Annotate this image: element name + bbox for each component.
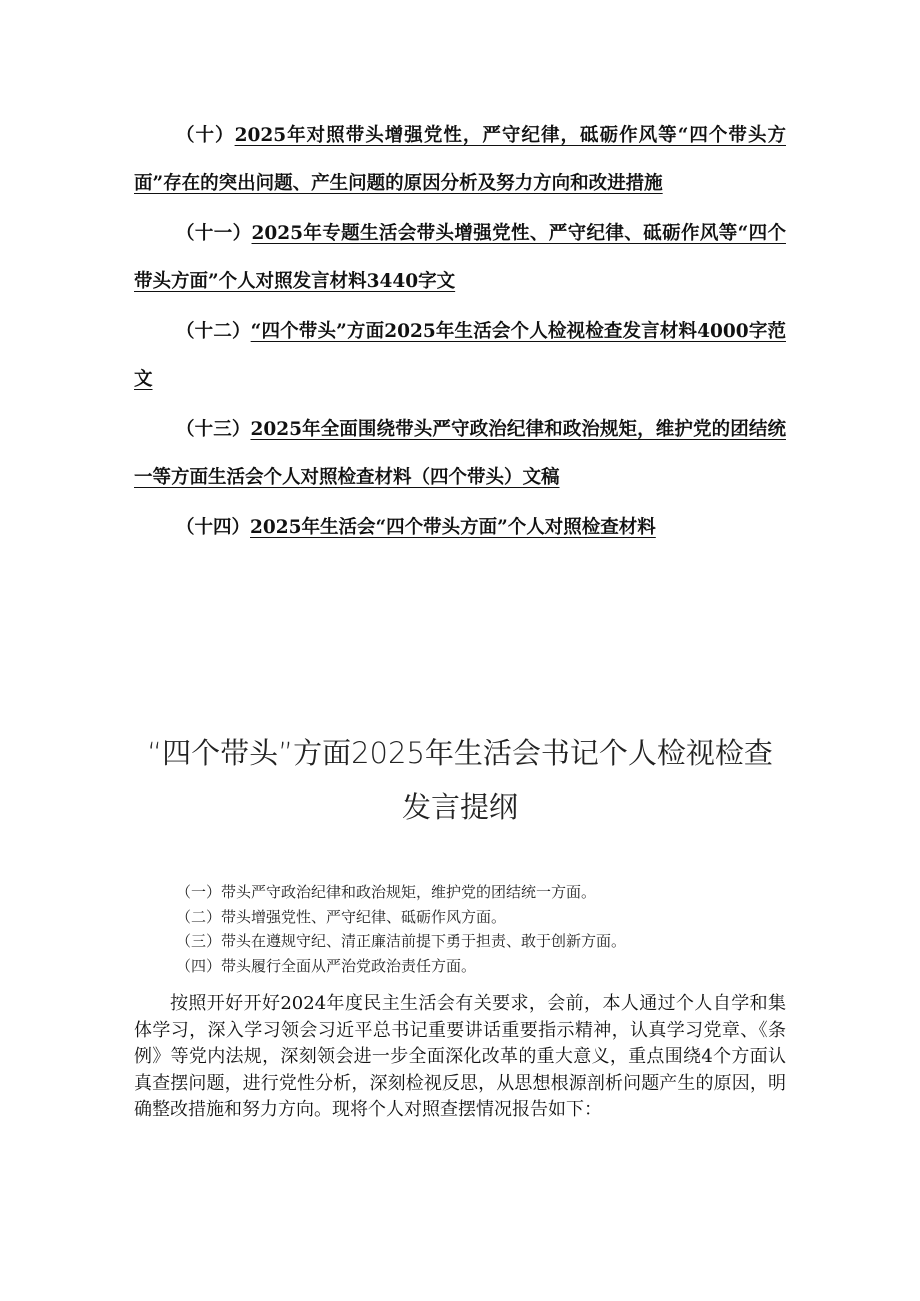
page-title-line-1: “四个带头”方面2025年生活会书记个人检视检查 xyxy=(147,736,773,770)
toc-item-link[interactable]: 2025年生活会“四个带头方面”个人对照检查材料 xyxy=(250,517,656,538)
page-title-line-2: 发言提纲 xyxy=(401,790,518,824)
toc-item[interactable] xyxy=(134,406,786,502)
toc-item[interactable] xyxy=(134,112,786,208)
toc-item[interactable] xyxy=(134,210,786,306)
body-paragraph: 按照开好开好2024年度民主生活会有关要求，会前，本人通过个人自学和集体学习，深入学习领会习近平总书记重要讲话重要指示精神，认真学习党章、《条例》等党内法规，深刻领会进一步全面深化改革的重大意义，重点围绕4个方面认真查摆问题，进行党性分析，深刻检视反思，从思想根源剖析问题产生的原因，明确整改措施和努力方向。现将个人对照查摆情况报告如下： xyxy=(134,993,786,1120)
page-title xyxy=(120,726,800,834)
toc-item[interactable] xyxy=(134,308,786,404)
toc-item-number: （十三） xyxy=(176,419,251,440)
outline-item: （二）带头增强党性、严守纪律、砥砺作风方面。 xyxy=(176,907,507,926)
toc-item-link[interactable]: “四个带头”方面2025年生活会个人检视检查发言材料4000字范文 xyxy=(134,321,786,390)
toc-item-number: （十二） xyxy=(176,321,251,342)
toc-item-number: （十四） xyxy=(176,517,251,538)
toc-item-link[interactable]: 2025年对照带头增强党性，严守纪律，砥砺作风等“四个带头方面”存在的突出问题、产生问题的原因分析及努力方向和改进措施 xyxy=(134,125,786,194)
toc-item-link[interactable]: 2025年全面围绕带头严守政治纪律和政治规矩，维护党的团结统一等方面生活会个人对照检查材料（四个带头）文稿 xyxy=(134,419,786,488)
outline-list xyxy=(176,880,796,978)
outline-item: （三）带头在遵规守纪、清正廉洁前提下勇于担责、敢于创新方面。 xyxy=(176,932,627,950)
outline-item: （四）带头履行全面从严治党政治责任方面。 xyxy=(176,956,477,975)
toc-item-link[interactable]: 2025年专题生活会带头增强党性、严守纪律、砥砺作风等“四个带头方面”个人对照发言材料3440字文 xyxy=(134,223,786,292)
toc-item[interactable] xyxy=(134,504,786,552)
outline-item: （一）带头严守政治纪律和政治规矩，维护党的团结统一方面。 xyxy=(176,883,597,901)
toc-item-number: （十） xyxy=(176,125,235,146)
toc-item-number: （十一） xyxy=(176,223,252,244)
table-of-contents xyxy=(134,112,786,554)
